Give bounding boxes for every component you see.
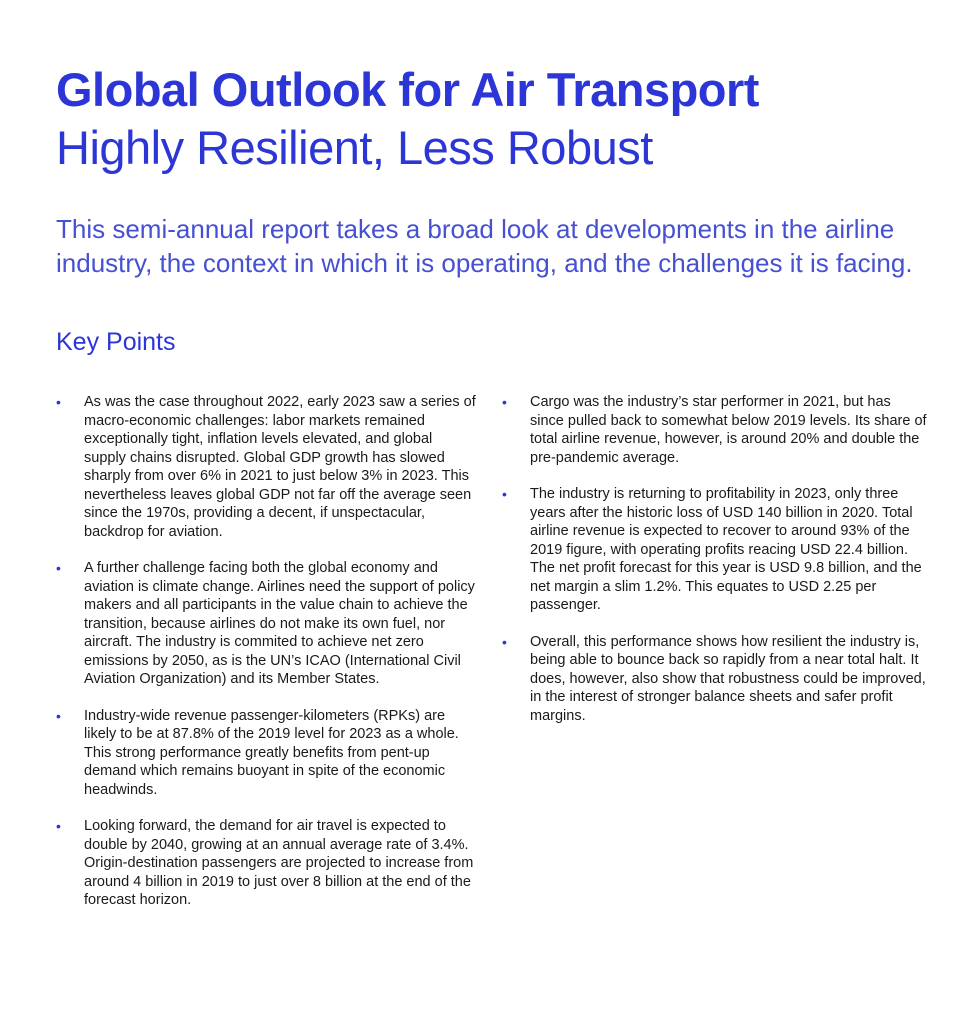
key-points-right-column <box>502 393 927 743</box>
bullet-icon: • <box>502 394 507 410</box>
bullet-icon: • <box>502 486 507 502</box>
key-point-item <box>56 559 476 689</box>
bullet-icon: • <box>56 707 61 724</box>
intro-paragraph: This semi-annual report takes a broad look at developments in the airline industry, the context in which it is operating, and the challenges it is facing. <box>56 214 913 278</box>
page-title: Global Outlook for Air Transport <box>56 63 759 116</box>
bullet-icon: • <box>56 560 61 576</box>
key-point-item <box>56 393 476 541</box>
key-point-text: Industry-wide revenue passenger-kilometers (RPKs) are likely to be at 87.8% of the 2019 level for 2023 as a whole. This strong performance greatly benefits from pent-up demand which remains buoyant in spite of the economic headwinds. <box>84 707 459 798</box>
key-point-item <box>502 485 927 615</box>
key-point-item <box>502 393 927 467</box>
key-point-item <box>502 633 927 726</box>
key-point-text: Overall, this performance shows how resilient the industry is, being able to bounce back so rapidly from a near total halt. It does, however, also show that robustness could be improved, in the interest of stronger balance sheets and safer profit margins. <box>530 633 926 724</box>
bullet-icon: • <box>56 394 61 410</box>
key-point-text: As was the case throughout 2022, early 2023 saw a series of macro-economic challenges: labor markets remained exceptionally tight, inflation levels elevated, and global supply chains disrupted. Global GDP growth has slowed sharply from over 6% in 2021 to just below 3% in 2023. This nevertheless leaves global GDP not far off the average seen since the 1970s, providing a decent, if unspectacular, backdrop for aviation. <box>84 394 476 540</box>
key-points-heading: Key Points <box>56 328 176 356</box>
key-point-text: Cargo was the industry’s star performer in 2021, but has since pulled back to somewhat below 2019 levels. Its share of total airline revenue, however, is around 20% and double the pre-pandemic average. <box>530 394 927 466</box>
key-point-item <box>56 707 476 800</box>
key-point-text: A further challenge facing both the global economy and aviation is climate change. Airlines need the support of policy makers and all participants in the value chain to achieve the transition, because airlines do not make its own fuel, nor aircraft. The industry is commited to achieve net zero emissions by 2050, as is the UN’s ICAO (International Civil Aviation Organization) and its Member States. <box>84 560 475 687</box>
bullet-icon: • <box>502 633 507 650</box>
bullet-icon: • <box>56 818 61 834</box>
page-subtitle: Highly Resilient, Less Robust <box>56 121 653 174</box>
key-point-item <box>56 817 476 910</box>
key-point-text: Looking forward, the demand for air travel is expected to double by 2040, growing at an annual average rate of 3.4%. Origin-destination passengers are projected to increase from around 4 billion in 2019 to just over 8 billion at the end of the forecast horizon. <box>84 818 474 908</box>
key-point-text: The industry is returning to profitability in 2023, only three years after the historic loss of USD 140 billion in 2020. Total airline revenue is expected to recover to around 93% of the 2019 figure, with operating profits reacing USD 22.4 billion. The net profit forecast for this year is USD 9.8 billion, and the net margin a slim 1.2%. This equates to USD 2.25 per passenger. <box>530 486 922 613</box>
key-points-left-column <box>56 393 476 928</box>
